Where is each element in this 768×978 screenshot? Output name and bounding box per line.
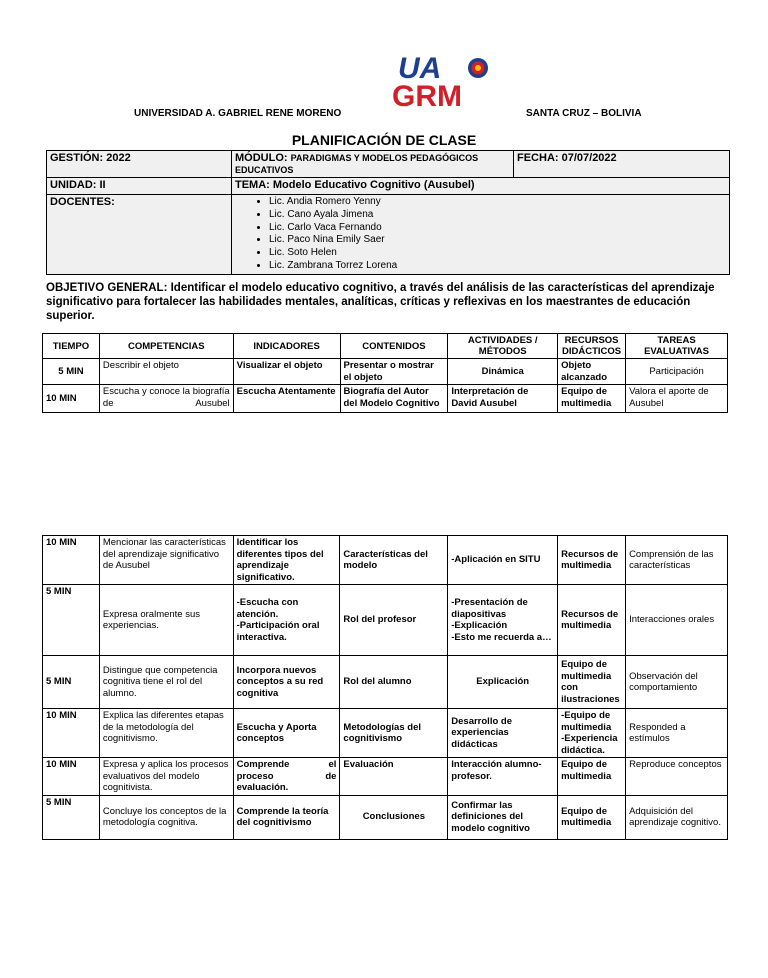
modulo-value: PARADIGMAS Y MODELOS PEDAGÓGICOS EDUCATIVOS	[235, 153, 479, 175]
cell-tiempo: 10 MIN	[43, 758, 100, 796]
cell-actividad: Interpretación de David Ausubel	[448, 385, 558, 413]
cell-tarea: Valora el aporte de Ausubel	[626, 385, 728, 413]
cell-indicador: Incorpora nuevos conceptos a su red cognitiva	[233, 656, 340, 709]
docente-item: • Lic. Carlo Vaca Fernando	[269, 222, 726, 235]
modulo	[232, 151, 514, 178]
cell-recurso: Recursos de multimedia	[558, 536, 626, 585]
docente-item: • Lic. Zambrana Torrez Lorena	[269, 260, 726, 273]
cell-contenido: Rol del profesor	[340, 585, 448, 656]
docente-item: • Lic. Andia Romero Yenny	[269, 196, 726, 209]
cell-tiempo: 10 MIN	[43, 709, 100, 758]
table-row	[43, 585, 728, 656]
cell-indicador: -Escucha con atención. -Participación oral interactiva.	[233, 585, 340, 656]
cell-competencia: Mencionar las características del aprendizaje significativo de Ausubel	[99, 536, 233, 585]
table-row	[43, 536, 728, 585]
cell-actividad: -Aplicación en SITU	[448, 536, 558, 585]
cell-contenido: Presentar o mostrar el objeto	[340, 359, 448, 385]
cell-recurso: Equipo de multimedia	[558, 385, 626, 413]
cell-competencia: Concluye los conceptos de la metodología cognitiva.	[99, 795, 233, 839]
logo-text-bottom: GRM	[392, 80, 462, 108]
cell-recurso: Recursos de multimedia	[558, 585, 626, 656]
cell-tiempo: 5 MIN	[43, 585, 100, 656]
cell-competencia: Expresa oralmente sus experiencias.	[99, 585, 233, 656]
cell-contenido: Biografía del Autor del Modelo Cognitivo	[340, 385, 448, 413]
cell-indicador: Visualizar el objeto	[233, 359, 340, 385]
header-tareas: TAREAS EVALUATIVAS	[626, 334, 728, 359]
cell-tarea: Comprensión de las características	[626, 536, 728, 585]
cell-competencia: Explica las diferentes etapas de la metodología del cognitivismo.	[99, 709, 233, 758]
objetivo-general: OBJETIVO GENERAL: Identificar el modelo educativo cognitivo, a través del análisis de las características del aprendizaje significativo para fortalecer las habilidades mentales, analíticas, críticas y reflexivas en los maestrantes de educación superior.	[46, 282, 715, 322]
planning-table-page2	[42, 535, 728, 840]
cell-tiempo: 10 MIN	[43, 385, 100, 413]
docente-item: • Lic. Soto Helen	[269, 247, 726, 260]
cell-tiempo: 10 MIN	[43, 536, 100, 585]
cell-indicador: Escucha y Aporta conceptos	[233, 709, 340, 758]
page-title: PLANIFICACIÓN DE CLASE	[291, 132, 477, 148]
cell-competencia: Describir el objeto	[99, 359, 233, 385]
cell-tarea: Observación del comportamiento	[626, 656, 728, 709]
table-row	[43, 709, 728, 758]
cell-tiempo: 5 MIN	[43, 359, 100, 385]
header-tiempo: TIEMPO	[43, 334, 100, 359]
cell-contenido: Evaluación	[340, 758, 448, 796]
cell-tarea: Reproduce conceptos	[626, 758, 728, 796]
cell-tarea: Responded a estímulos	[626, 709, 728, 758]
university-name: UNIVERSIDAD A. GABRIEL RENE MORENO	[134, 108, 342, 119]
header-contenidos: CONTENIDOS	[340, 334, 448, 359]
cell-recurso: Objeto alcanzado	[558, 359, 626, 385]
docente-item: • Lic. Cano Ayala Jimena	[269, 209, 726, 222]
gestion: GESTIÓN: 2022	[47, 151, 232, 178]
table-row	[43, 758, 728, 796]
table-row	[43, 385, 728, 413]
header-actividades: ACTIVIDADES / MÉTODOS	[448, 334, 558, 359]
docente-item: • Lic. Paco Nina Emily Saer	[269, 234, 726, 247]
cell-actividad: Confirmar las definiciones del modelo cognitivo	[448, 795, 558, 839]
cell-recurso: Equipo de multimedia	[558, 758, 626, 796]
cell-indicador: Identificar los diferentes tipos del aprendizaje significativo.	[233, 536, 340, 585]
cell-competencia: Expresa y aplica los procesos evaluativos del modelo cognitivista.	[99, 758, 233, 796]
table-row	[43, 795, 728, 839]
header-indicadores: INDICADORES	[233, 334, 340, 359]
info-table	[46, 150, 730, 275]
cell-contenido: Metodologías del cognitivismo	[340, 709, 448, 758]
table-row	[43, 359, 728, 385]
table-row	[43, 656, 728, 709]
unidad: UNIDAD: II	[47, 178, 232, 195]
cell-tarea: Interacciones orales	[626, 585, 728, 656]
cell-indicador: Comprende la teoría del cognitivismo	[233, 795, 340, 839]
cell-tarea: Adquisición del aprendizaje cognitivo.	[626, 795, 728, 839]
docentes-list-cell	[232, 195, 730, 275]
logo-text-top: UA	[398, 52, 442, 85]
cell-contenido: Características del modelo	[340, 536, 448, 585]
cell-tarea: Participación	[626, 359, 728, 385]
docentes-label: DOCENTES:	[47, 195, 232, 275]
header-recursos: RECURSOS DIDÁCTICOS	[558, 334, 626, 359]
tema: TEMA: Modelo Educativo Cognitivo (Ausubel)	[232, 178, 730, 195]
cell-indicador: Comprende el proceso de evaluación.	[233, 758, 340, 796]
planning-table-page1	[42, 333, 728, 413]
cell-recurso: Equipo de multimedia con ilustraciones	[558, 656, 626, 709]
location: SANTA CRUZ – BOLIVIA	[526, 108, 642, 119]
university-logo	[392, 52, 496, 108]
cell-tiempo: 5 MIN	[43, 795, 100, 839]
cell-recurso: -Equipo de multimedia -Experiencia didáctica.	[558, 709, 626, 758]
cell-actividad: -Presentación de diapositivas -Explicación -Esto me recuerda a…	[448, 585, 558, 656]
docentes-list	[235, 196, 726, 273]
cell-contenido: Rol del alumno	[340, 656, 448, 709]
cell-contenido: Conclusiones	[340, 795, 448, 839]
cell-tiempo: 5 MIN	[43, 656, 100, 709]
cell-actividad: Interacción alumno-profesor.	[448, 758, 558, 796]
header-competencias: COMPETENCIAS	[99, 334, 233, 359]
modulo-label: MÓDULO:	[235, 152, 288, 164]
cell-competencia: Escucha y conoce la biografía de Ausubel	[99, 385, 233, 413]
cell-actividad: Dinámica	[448, 359, 558, 385]
cell-recurso: Equipo de multimedia	[558, 795, 626, 839]
cell-actividad: Explicación	[448, 656, 558, 709]
cell-indicador: Escucha Atentamente	[233, 385, 340, 413]
cell-competencia: Distingue que competencia cognitiva tiene el rol del alumno.	[99, 656, 233, 709]
cell-actividad: Desarrollo de experiencias didácticas	[448, 709, 558, 758]
fecha: FECHA: 07/07/2022	[514, 151, 730, 178]
